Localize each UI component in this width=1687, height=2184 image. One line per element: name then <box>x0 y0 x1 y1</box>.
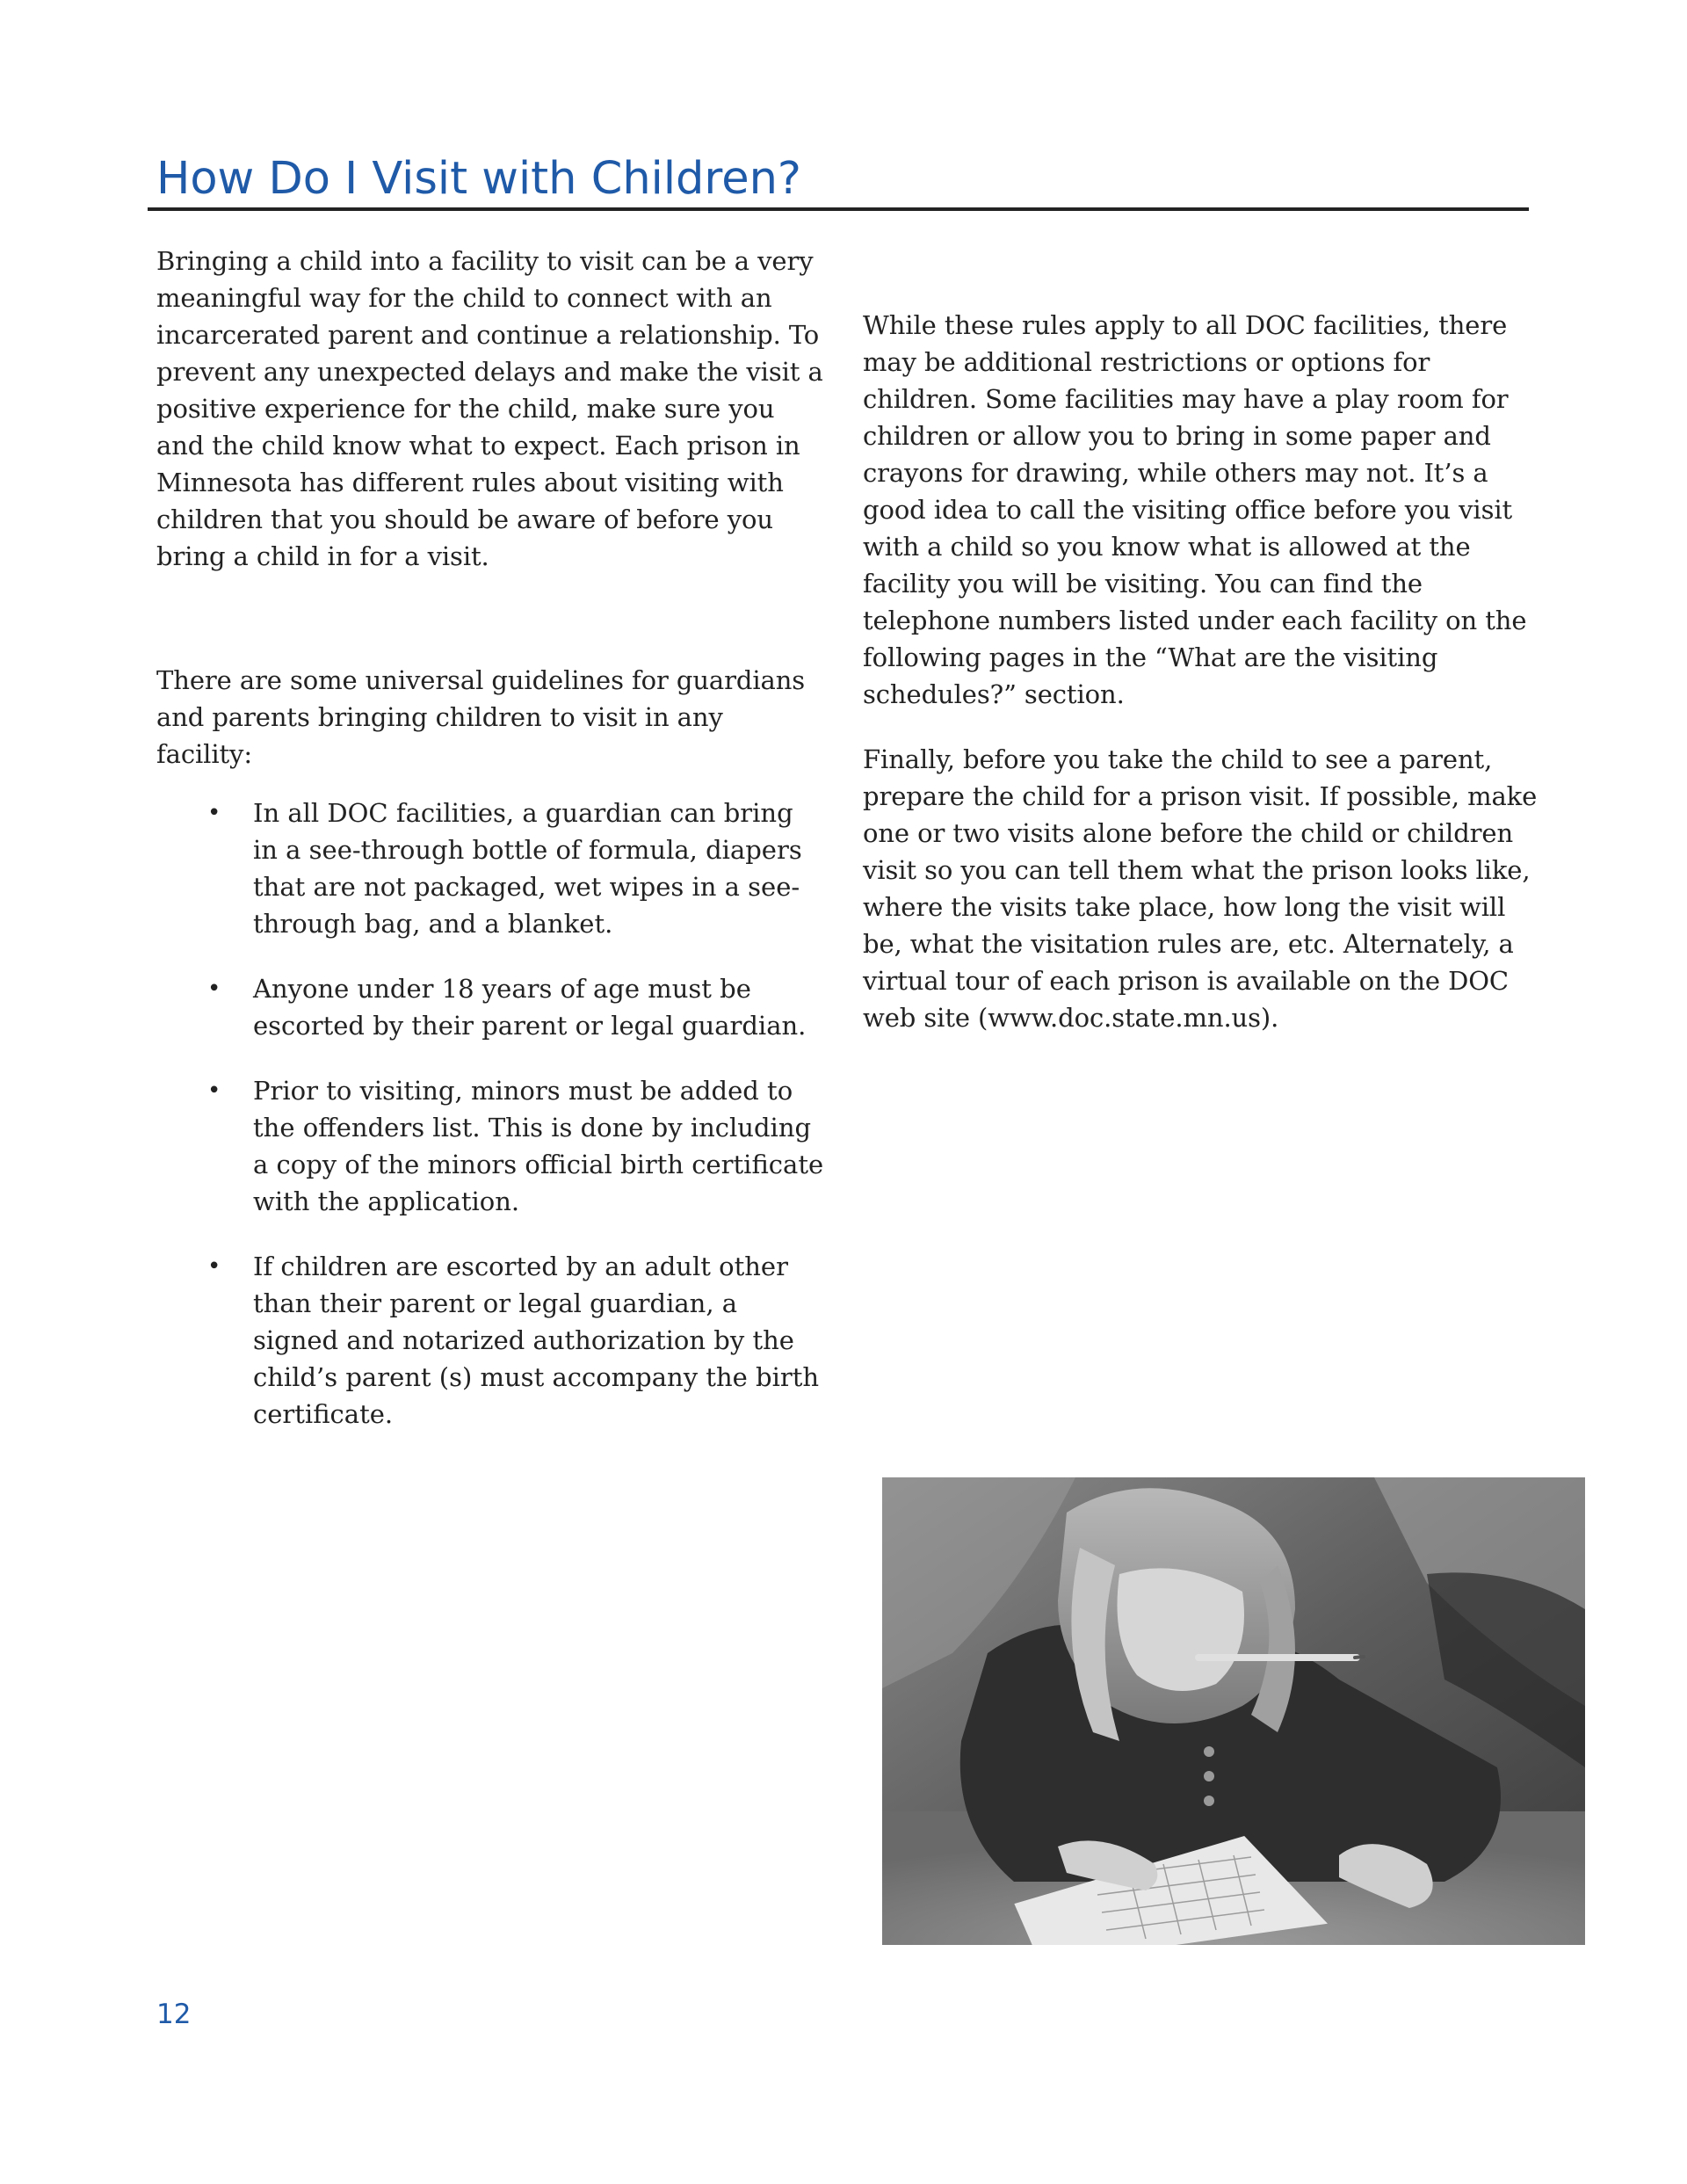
bullet-icon: • <box>207 976 221 1002</box>
list-item <box>156 970 824 1044</box>
right-column <box>863 307 1539 1036</box>
bullet-icon: • <box>207 800 221 826</box>
left-column <box>156 243 824 1461</box>
list-item-text: Prior to visiting, minors must be added to the offenders list. This is done by including a copy of the minors official birth certificate with the application. <box>253 1076 824 1216</box>
bullet-icon: • <box>207 1253 221 1280</box>
list-item-text: Anyone under 18 years of age must be escorted by their parent or legal guardian. <box>253 974 807 1041</box>
guidelines-list <box>156 795 824 1433</box>
list-item-text: If children are escorted by an adult other than their parent or legal guardian, a signed and notarized authorization by the child’s parent (s) must accompany the birth certificate. <box>253 1252 820 1429</box>
page-title: How Do I Visit with Children? <box>156 153 801 205</box>
preparation-paragraph: Finally, before you take the child to see a parent, prepare the child for a prison visit. If possible, make one or two visits alone before the child or children visit so you can tell them what the prison looks like, where the visits take place, how long the visit will be, what the visitation rules are, etc. Alternately, a virtual tour of each prison is available on the DOC web site (www.doc.state.mn.us). <box>863 744 1538 1033</box>
bullet-icon: • <box>207 1077 221 1104</box>
restrictions-paragraph: While these rules apply to all DOC facilities, there may be additional restrictions or options for children. Some facilities may have a play room for children or allow you to bring in some paper and crayons for drawing, while others may not. It’s a good idea to call the visiting office before you visit with a child so you know what is allowed at the facility you will be visiting. You can find the telephone numbers listed under each facility on the following pages in the “What are the visiting schedules?” section. <box>863 310 1527 709</box>
list-item-text: In all DOC facilities, a guardian can bring in a see-through bottle of formula, diapers that are not packaged, wet wipes in a see-through bag, and a blanket. <box>253 798 802 939</box>
list-item <box>156 795 824 942</box>
title-divider <box>148 207 1529 211</box>
guidelines-intro: There are some universal guidelines for guardians and parents bringing children to visit in any facility: <box>156 665 806 769</box>
intro-paragraph: Bringing a child into a facility to visit can be a very meaningful way for the child to connect with an incarcerated parent and continue a relationship. To prevent any unexpected delays and make the visit a positive experience for the child, make sure you and the child know what to expect. Each prison in Minnesota has different rules about visiting with children that you should be aware of before you bring a child in for a visit. <box>156 246 823 571</box>
list-item <box>156 1072 824 1220</box>
child-drawing-photo <box>882 1477 1585 1945</box>
page-number: 12 <box>156 1999 192 2030</box>
list-item <box>156 1248 824 1433</box>
